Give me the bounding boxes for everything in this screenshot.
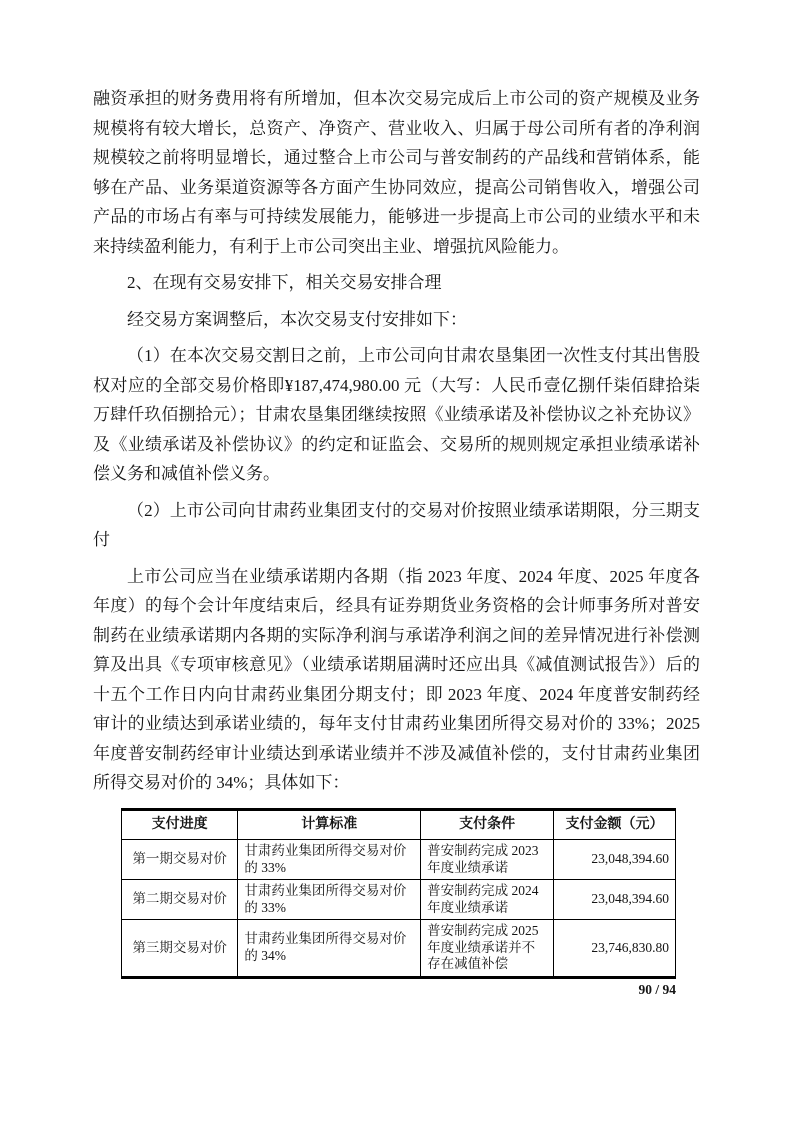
paragraph-continuation: 融资承担的财务费用将有所增加，但本次交易完成后上市公司的资产规模及业务规模将有较大增长，总资产、净资产、营业收入、归属于母公司所有者的净利润规模较之前将明显增长，通过整合上市公司与普安制药的产品线和营销体系，能够在产品、业务渠道资源等各方面产生协同效应，提高公司销售收入，增强公司产品的市场占有率与可持续发展能力，能够进一步提高上市公司的业绩水平和未来持续盈利能力，有利于上市公司突出主业、增强抗风险能力。 xyxy=(93,89,700,256)
header-payment-amount: 支付金额（元） xyxy=(554,809,676,840)
paragraph-item-2: （2）上市公司向甘肃药业集团支付的交易对价按照业绩承诺期限，分三期支付 xyxy=(93,500,700,549)
cell-stage: 第一期交易对价 xyxy=(122,840,238,880)
cell-amount: 23,048,394.60 xyxy=(554,840,676,880)
cell-standard: 甘肃药业集团所得交易对价的 33% xyxy=(238,840,421,880)
table-row xyxy=(122,840,676,880)
paragraph-payment-detail: 上市公司应当在业绩承诺期内各期（指 2023 年度、2024 年度、2025 年度各年度）的每个会计年度结束后，经具有证券期货业务资格的会计师事务所对普安制药在业绩承诺期内各期的实际净利润与承诺净利润之间的差异情况进行补偿测算及出具《专项审核意见》（业绩承诺期届满时还应出具《减值测试报告》）后的十五个工作日内向甘肃药业集团分期支付；即 2023 年度、2024 年度普安制药经审计的业绩达到承诺业绩的，每年支付甘肃药业集团所得交易对价的 33%；2025 年度普安制药经审计业绩达到承诺业绩并不涉及减值补偿的，支付甘肃药业集团所得交易对价的 34%；具体如下： xyxy=(93,566,700,792)
cell-condition: 普安制药完成 2024 年度业绩承诺 xyxy=(421,880,554,920)
payment-schedule-table-wrap xyxy=(121,808,676,979)
payment-schedule-table xyxy=(121,808,676,979)
header-payment-stage: 支付进度 xyxy=(122,809,238,840)
cell-condition: 普安制药完成 2023 年度业绩承诺 xyxy=(421,840,554,880)
table-row xyxy=(122,880,676,920)
cell-standard: 甘肃药业集团所得交易对价的 33% xyxy=(238,880,421,920)
cell-standard: 甘肃药业集团所得交易对价的 34% xyxy=(238,920,421,978)
page-number: 90 / 94 xyxy=(638,981,676,997)
cell-amount: 23,048,394.60 xyxy=(554,880,676,920)
cell-stage: 第二期交易对价 xyxy=(122,880,238,920)
table-header-row xyxy=(122,809,676,840)
table-row xyxy=(122,920,676,978)
cell-stage: 第三期交易对价 xyxy=(122,920,238,978)
header-payment-condition: 支付条件 xyxy=(421,809,554,840)
cell-amount: 23,746,830.80 xyxy=(554,920,676,978)
cell-condition: 普安制药完成 2025 年度业绩承诺并不存在减值补偿 xyxy=(421,920,554,978)
paragraph-item-1: （1）在本次交易交割日之前，上市公司向甘肃农垦集团一次性支付其出售股权对应的全部交易价格即¥187,474,980.00 元（大写：人民币壹亿捌仟柒佰肆拾柒万肆仟玖佰捌拾元）；甘肃农垦集团继续按照《业绩承诺及补偿协议之补充协议》及《业绩承诺及补偿协议》的约定和证监会、交易所的规则规定承担业绩承诺补偿义务和减值补偿义务。 xyxy=(93,346,700,483)
header-calculation-standard: 计算标准 xyxy=(238,809,421,840)
section-heading-2: 2、在现有交易安排下，相关交易安排合理 xyxy=(127,273,442,292)
paragraph-intro: 经交易方案调整后，本次交易支付安排如下： xyxy=(127,309,467,329)
